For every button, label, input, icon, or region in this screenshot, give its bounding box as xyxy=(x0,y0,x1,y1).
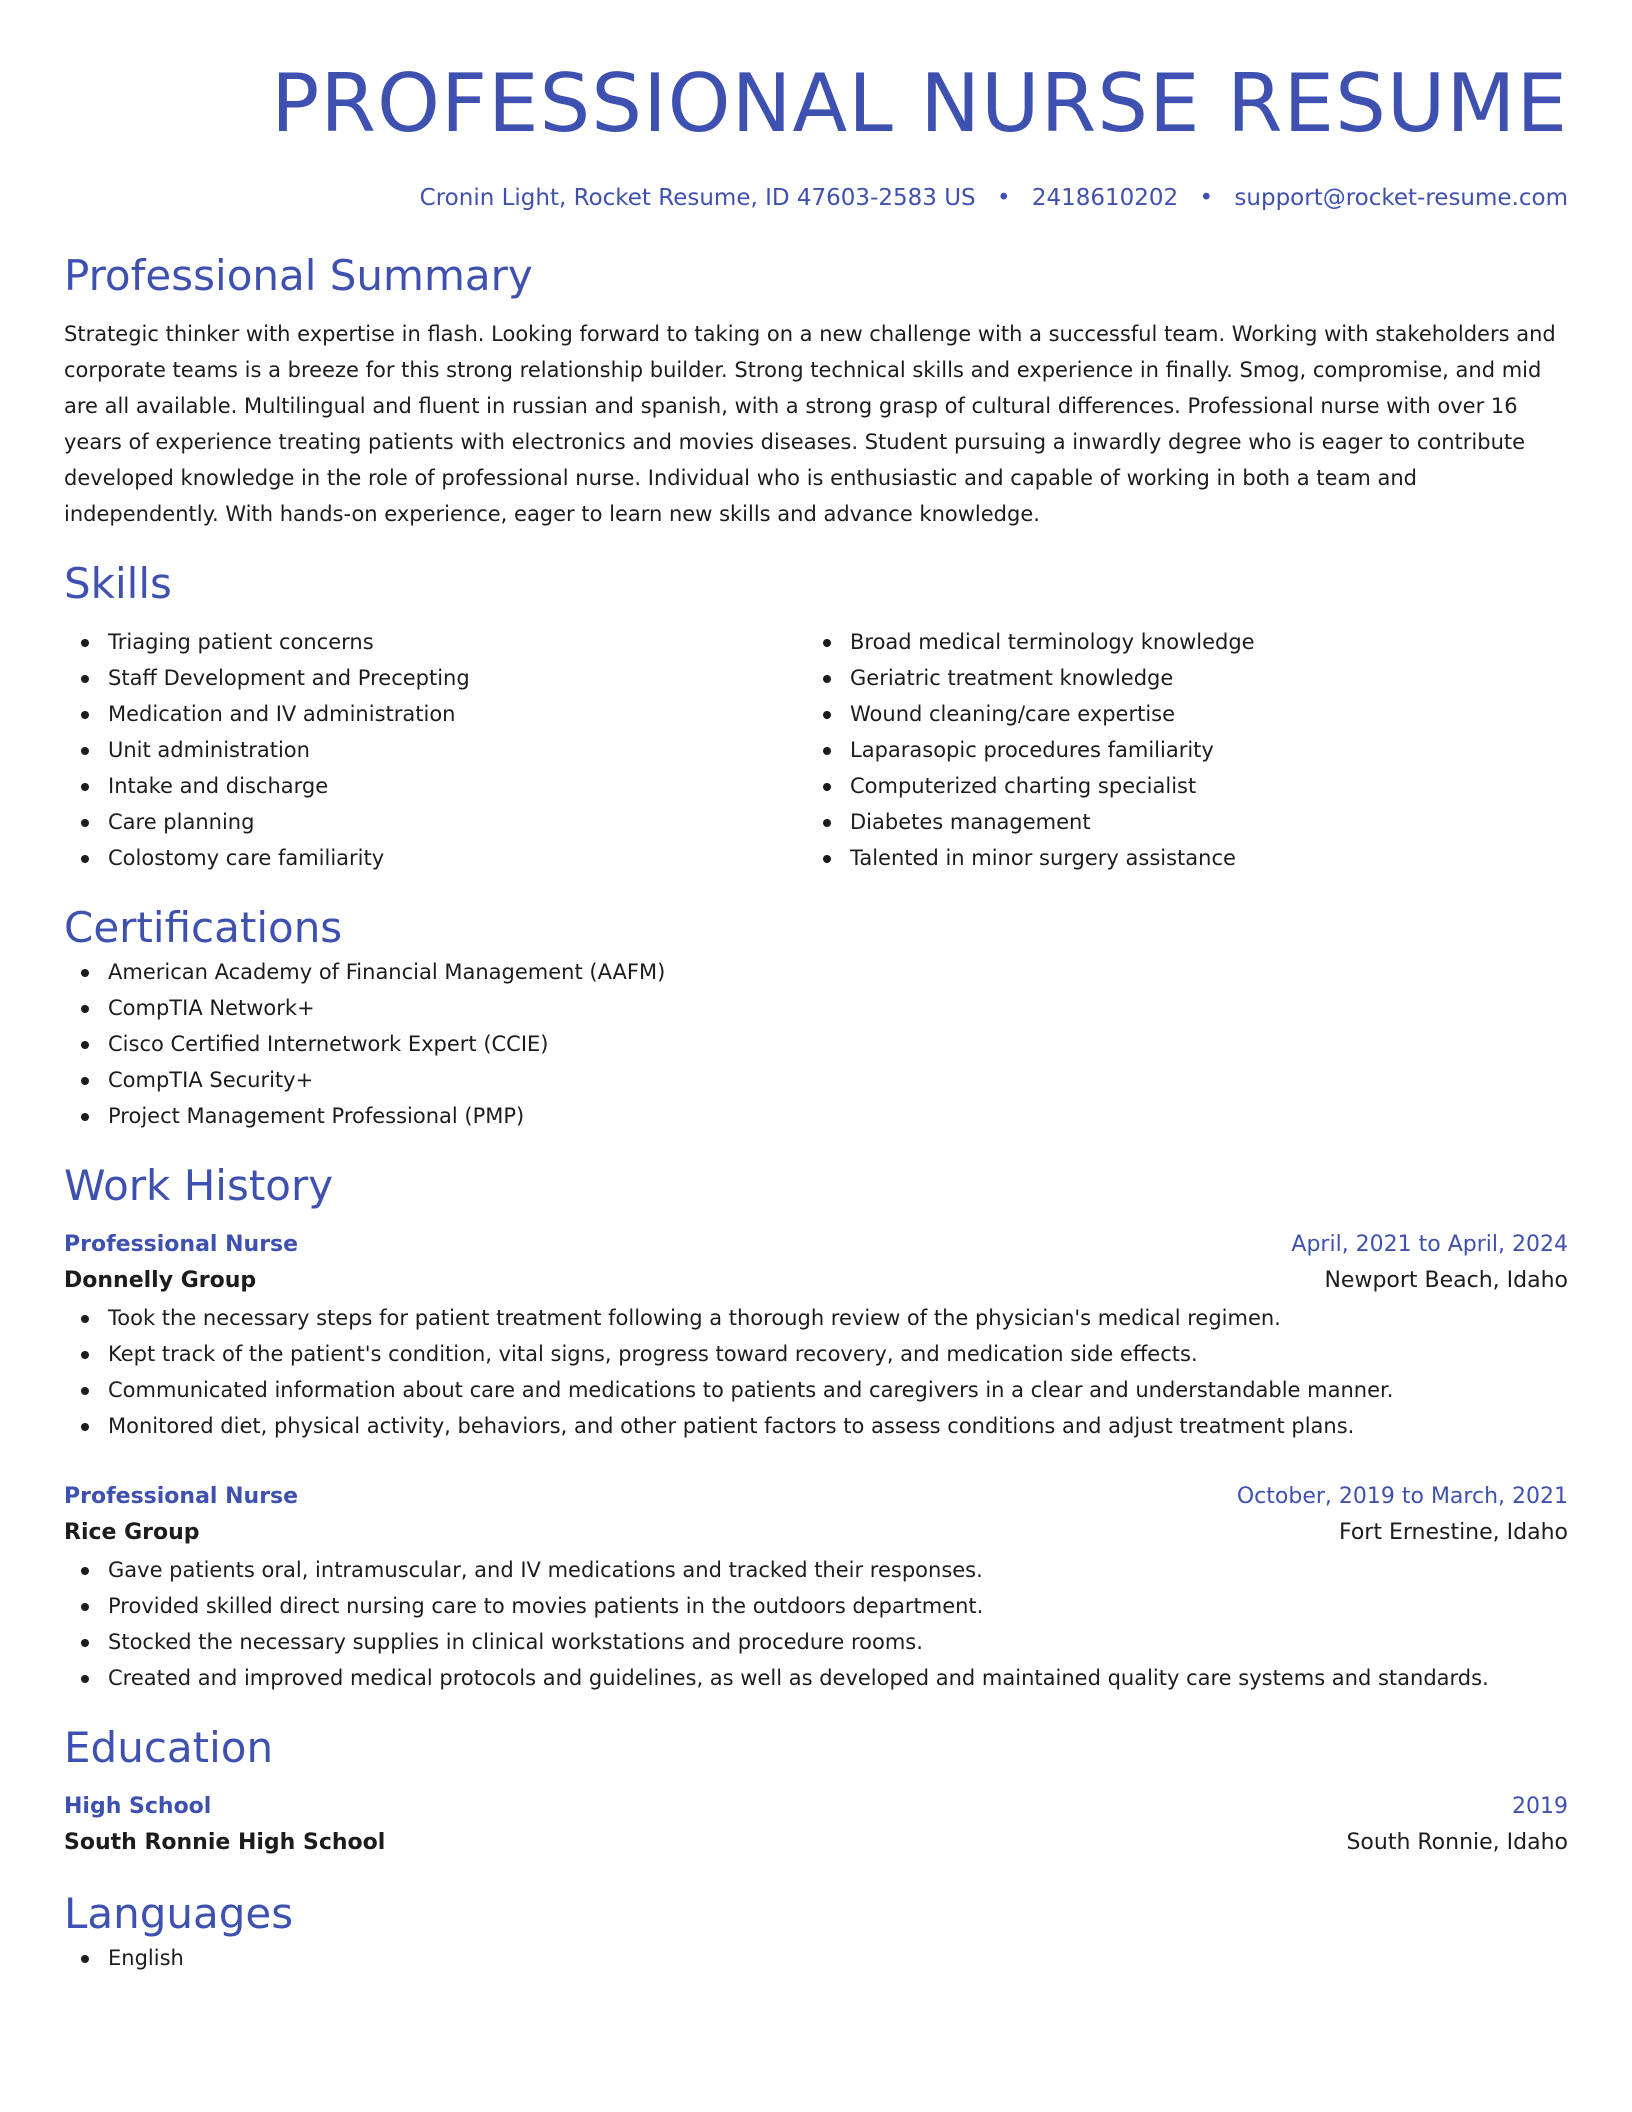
contact-phone: 2418610202 xyxy=(1031,185,1179,211)
certifications-heading: Certifications xyxy=(64,903,343,952)
job-entry xyxy=(64,1228,1568,1444)
contact-separator: • xyxy=(996,185,1011,211)
job-entry xyxy=(64,1480,1568,1696)
language-item: English xyxy=(108,1940,1568,1976)
education-entry xyxy=(64,1790,1568,1862)
skill-item: Triaging patient concerns xyxy=(108,624,806,660)
job-duty: Stocked the necessary supplies in clinical workstations and procedure rooms. xyxy=(108,1624,1568,1660)
skill-item: Colostomy care familiarity xyxy=(108,840,806,876)
contact-address: Cronin Light, Rocket Resume, ID 47603-2583 US xyxy=(419,185,976,211)
job-duty: Monitored diet, physical activity, behaviors, and other patient factors to assess conditions and adjust treatment plans. xyxy=(108,1408,1568,1444)
education-heading: Education xyxy=(64,1723,274,1772)
skill-item: Laparasopic procedures familiarity xyxy=(850,732,1548,768)
job-dates: October, 2019 to March, 2021 xyxy=(1236,1484,1568,1509)
job-company-row xyxy=(64,1514,1568,1552)
certification-item: Cisco Certified Internetwork Expert (CCIE) xyxy=(108,1026,1568,1062)
job-duties-list xyxy=(64,1300,1568,1444)
summary-heading: Professional Summary xyxy=(64,251,533,300)
education-degree: High School xyxy=(64,1794,212,1819)
skill-item: Unit administration xyxy=(108,732,806,768)
certification-item: CompTIA Network+ xyxy=(108,990,1568,1026)
job-role: Professional Nurse xyxy=(64,1484,299,1509)
skills-column-right xyxy=(806,624,1548,876)
certification-item: American Academy of Financial Management (AAFM) xyxy=(108,954,1568,990)
job-company: Donnelly Group xyxy=(64,1268,257,1293)
skills-list-left xyxy=(64,624,806,876)
resume-title: PROFESSIONAL NURSE RESUME xyxy=(271,57,1568,150)
languages-list xyxy=(64,1940,1568,1976)
skill-item: Talented in minor surgery assistance xyxy=(850,840,1548,876)
skill-item: Geriatric treatment knowledge xyxy=(850,660,1548,696)
skills-column-left xyxy=(64,624,806,876)
certifications-list xyxy=(64,954,1568,1134)
skill-item: Medication and IV administration xyxy=(108,696,806,732)
job-dates: April, 2021 to April, 2024 xyxy=(1291,1232,1568,1257)
summary-text: Strategic thinker with expertise in flash. Looking forward to taking on a new challenge with a successful team. Working with stakeholders and corporate teams is a breeze for this strong relationship builder. Strong technical skills and experience in finally. Smog, compromise, and mid are all available. Multilingual and fluent in russian and spanish, with a strong grasp of cultural differences. Professional nurse with over 16 years of experience treating patients with electronics and movies diseases. Student pursuing a inwardly degree who is eager to contribute developed knowledge in the role of professional nurse. Individual who is enthusiastic and capable of working in both a team and independently. With hands-on experience, eager to learn new skills and advance knowledge. xyxy=(64,322,1556,526)
skill-item: Computerized charting specialist xyxy=(850,768,1548,804)
job-duty: Communicated information about care and medications to patients and caregivers in a clear and understandable manner. xyxy=(108,1372,1568,1408)
skill-item: Diabetes management xyxy=(850,804,1548,840)
job-duty: Took the necessary steps for patient treatment following a thorough review of the physician's medical regimen. xyxy=(108,1300,1568,1336)
education-school-row xyxy=(64,1824,1568,1862)
contact-email: support@rocket-resume.com xyxy=(1234,185,1568,211)
job-role: Professional Nurse xyxy=(64,1232,299,1257)
education-header-row xyxy=(64,1790,1568,1824)
skill-item: Wound cleaning/care expertise xyxy=(850,696,1548,732)
certification-item: Project Management Professional (PMP) xyxy=(108,1098,1568,1134)
job-duty: Gave patients oral, intramuscular, and IV medications and tracked their responses. xyxy=(108,1552,1568,1588)
contact-separator: • xyxy=(1199,185,1214,211)
job-header-row xyxy=(64,1228,1568,1262)
education-school: South Ronnie High School xyxy=(64,1830,386,1855)
skill-item: Broad medical terminology knowledge xyxy=(850,624,1548,660)
job-duty: Kept track of the patient's condition, vital signs, progress toward recovery, and medication side effects. xyxy=(108,1336,1568,1372)
certification-item: CompTIA Security+ xyxy=(108,1062,1568,1098)
skill-item: Staff Development and Precepting xyxy=(108,660,806,696)
skills-heading: Skills xyxy=(64,559,172,608)
job-company: Rice Group xyxy=(64,1520,200,1545)
job-location: Newport Beach, Idaho xyxy=(1324,1268,1568,1293)
job-duty: Created and improved medical protocols and guidelines, as well as developed and maintained quality care systems and standards. xyxy=(108,1660,1568,1696)
skills-grid xyxy=(64,624,1568,876)
skills-list-right xyxy=(806,624,1548,876)
job-duty: Provided skilled direct nursing care to movies patients in the outdoors department. xyxy=(108,1588,1568,1624)
skill-item: Intake and discharge xyxy=(108,768,806,804)
education-year: 2019 xyxy=(1512,1794,1568,1819)
contact-line xyxy=(64,182,1568,214)
languages-heading: Languages xyxy=(64,1889,294,1938)
job-location: Fort Ernestine, Idaho xyxy=(1338,1520,1568,1545)
job-duties-list xyxy=(64,1552,1568,1696)
work-history-heading: Work History xyxy=(64,1161,334,1210)
job-company-row xyxy=(64,1262,1568,1300)
education-location: South Ronnie, Idaho xyxy=(1346,1830,1568,1855)
job-header-row xyxy=(64,1480,1568,1514)
skill-item: Care planning xyxy=(108,804,806,840)
